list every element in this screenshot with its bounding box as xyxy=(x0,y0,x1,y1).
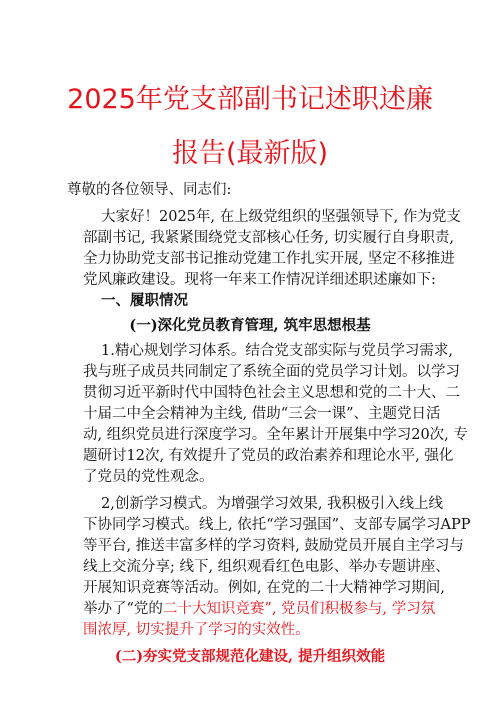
paragraph-line-mixed xyxy=(83,599,436,619)
paragraph-line: 贯彻习近平新时代中国特色社会主义思想和党的二十大、二 xyxy=(83,385,460,401)
subsection-heading-2: (二)夯实党支部规范化建设, 提升组织效能 xyxy=(114,648,386,665)
highlighted-paragraph-line: 围浓厚, 切实提升了学习的实效性。 xyxy=(83,622,310,638)
paragraph-line: 下协同学习模式。线上, 依托“学习强国”、支部专属学习APP xyxy=(83,517,471,533)
paragraph-line: 十届二中全会精神为主线, 借助“三会一课”、主题党日活 xyxy=(83,406,441,422)
paragraph-line: 动, 组织党员进行深度学习。全年累计开展集中学习20次, 专 xyxy=(83,427,468,443)
paragraph-line: 题研讨12次, 有效提升了党员的政治素养和理论水平, 强化 xyxy=(83,448,454,464)
subsection-heading-1: (一)深化党员教育管理, 筑牢思想根基 xyxy=(129,317,371,334)
intro-line: 部副书记, 我紧紧围绕党支部核心任务, 切实履行自身职责, xyxy=(83,230,455,246)
paragraph-text: 举办了“党的 xyxy=(83,601,163,617)
paragraph-line: 2,创新学习模式。为增强学习效果, 我积极引入线上线 xyxy=(101,496,444,512)
paragraph-line: 开展知识竞赛等活动。例如, 在党的二十大精神学习期间, xyxy=(83,580,445,596)
intro-line: 党风廉政建设。现将一年来工作情况详细述职述廉如下: xyxy=(83,272,436,288)
paragraph-line: 了党员的党性观念。 xyxy=(83,469,214,485)
document-title-line-1: 2025年党支部副书记述职述廉 xyxy=(67,84,433,115)
paragraph-line: 等平台, 推送丰富多样的学习资料, 鼓励党员开展自主学习与 xyxy=(83,538,464,554)
paragraph-line: 1.精心规划学习体系。结合党支部实际与党员学习需求, xyxy=(101,343,453,359)
intro-line: 大家好！2025年, 在上级党组织的坚强领导下, 作为党支 xyxy=(101,209,461,225)
intro-line: 全力协助党支部书记推动党建工作扎实开展, 坚定不移推进 xyxy=(83,251,455,267)
document-title-line-2: 报告(最新版) xyxy=(171,138,329,169)
paragraph-line: 线上交流分享; 线下, 组织观看红色电影、举办专题讲座、 xyxy=(83,559,450,575)
paragraph-line: 我与班子成员共同制定了系统全面的党员学习计划。以学习 xyxy=(83,364,460,380)
salutation: 尊敬的各位领导、同志们: xyxy=(67,182,232,198)
highlighted-text: 二十大知识竞赛”, 党员们积极参与, 学习氛 xyxy=(162,601,436,617)
section-heading-1: 一、履职情况 xyxy=(101,292,188,309)
